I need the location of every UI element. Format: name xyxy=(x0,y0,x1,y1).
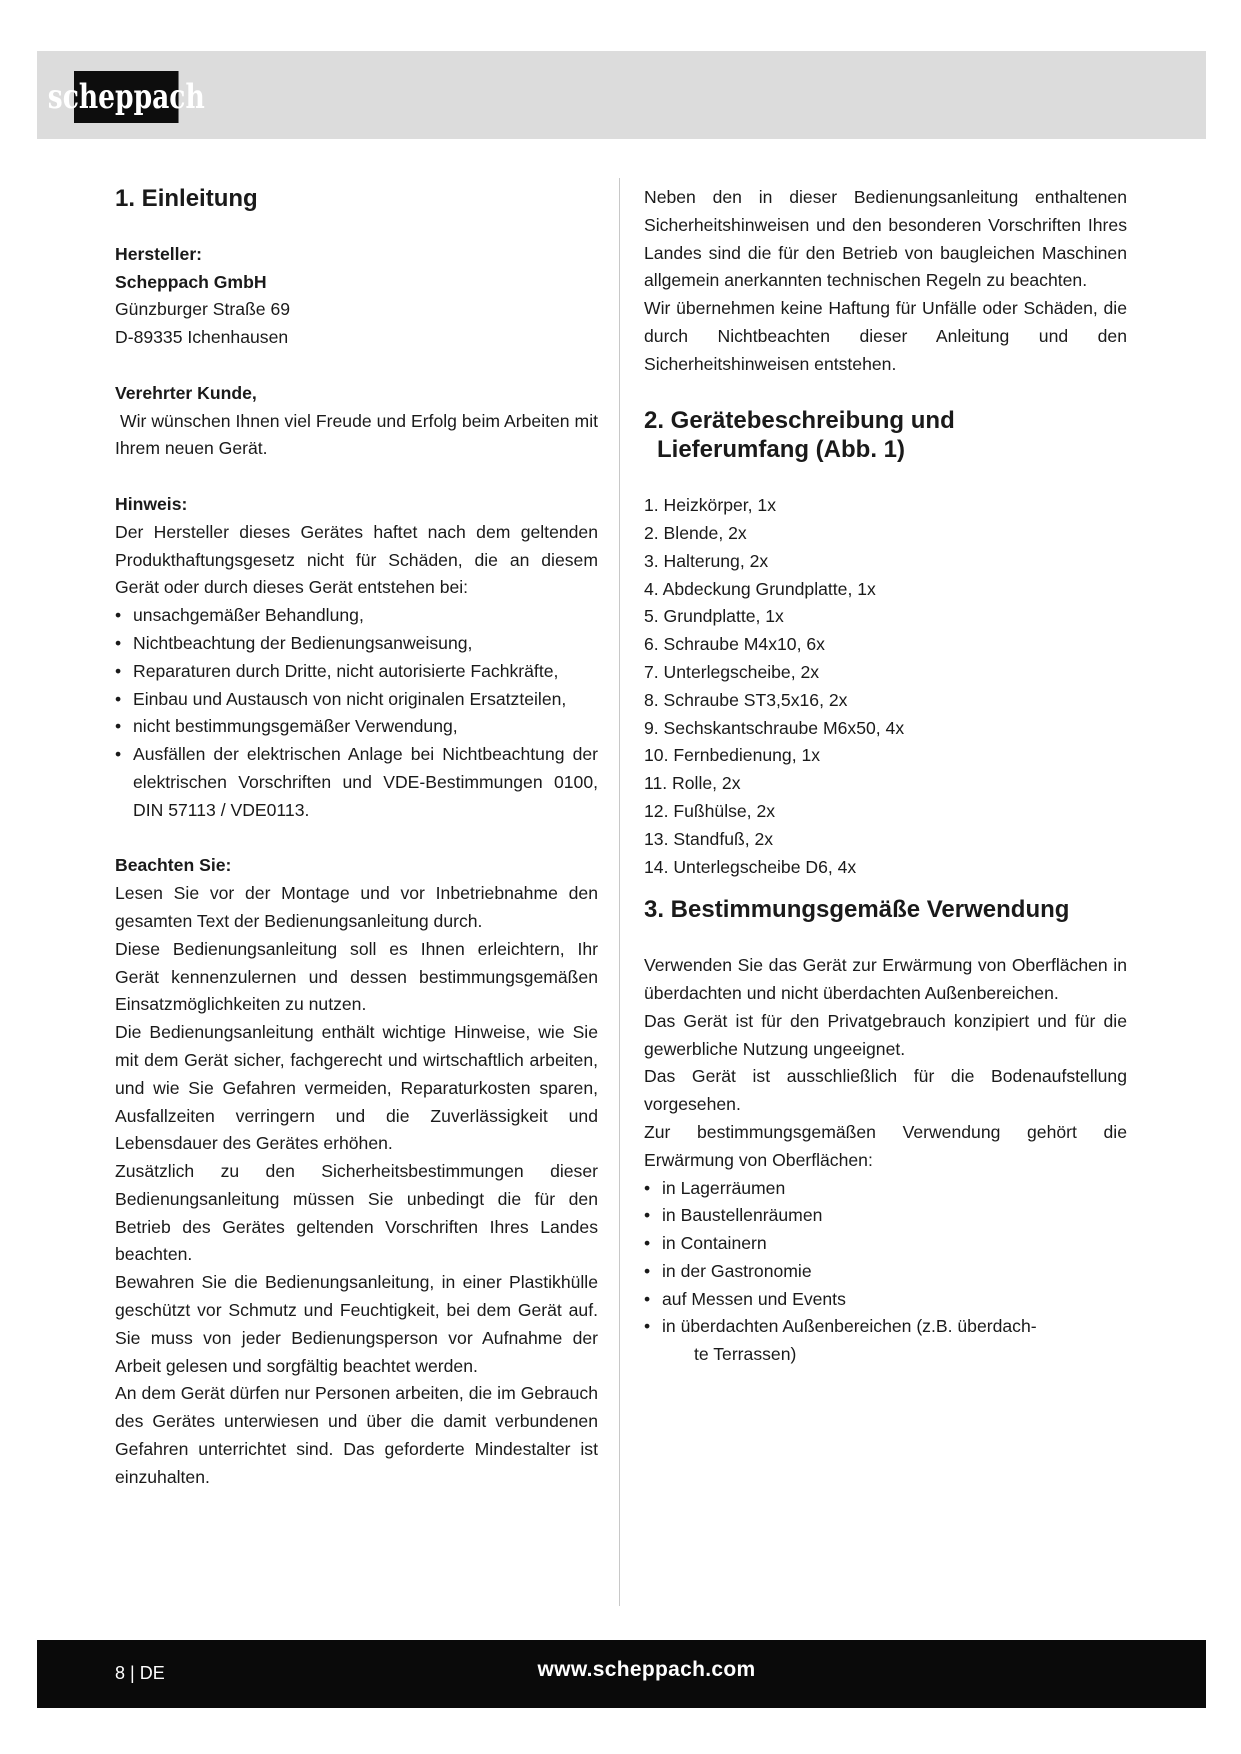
list-item: 6. Schraube M4x10, 6x xyxy=(644,634,825,655)
observe-paragraph: Bewahren Sie die Bedienungsanleitung, in einer Plastikhülle geschützt vor Schmutz und Feuchtigkeit, bei dem Gerät auf. Sie muss von jeder Bedienungsperson vor Aufnahme der Arbeit gelesen und sorgfältig beachtet werden. xyxy=(115,1272,598,1376)
manufacturer-label: Hersteller: xyxy=(115,243,203,264)
section-1-title: 1. Einleitung xyxy=(115,185,258,212)
list-item: • unsachgemäßer Behandlung, xyxy=(115,602,598,630)
parts-list xyxy=(644,492,1127,881)
list-item: 9. Sechskantschraube M6x50, 4x xyxy=(644,717,905,738)
list-item: 5. Grundplatte, 1x xyxy=(644,606,784,627)
use-paragraph: Verwenden Sie das Gerät zur Erwärmung von Oberflächen in überdachten und nicht überdachten Außenbereichen. xyxy=(644,955,1127,1003)
list-item: • Ausfällen der elektrischen Anlage bei Nichtbeachtung der elektrischen Vorschriften und VDE-Bestimmungen 0100, DIN 57113 / VDE0113. xyxy=(115,741,598,824)
company-name: Scheppach GmbH xyxy=(115,271,267,292)
list-item: 12. Fußhülse, 2x xyxy=(644,800,776,821)
observe-paragraph: Diese Bedienungsanleitung soll es Ihnen erleichtern, Ihr Gerät kennenzulernen und dessen bestimmungsgemäßen Einsatzmöglichkeiten zu nutzen. xyxy=(115,938,598,1015)
list-item: • in Baustellenräumen xyxy=(644,1202,1127,1230)
note-label: Hinweis: xyxy=(115,493,188,514)
use-paragraph: Das Gerät ist ausschließlich für die Bodenaufstellung vorgesehen. xyxy=(644,1066,1127,1115)
page-number: 8 | DE xyxy=(115,1663,165,1683)
left-column xyxy=(115,184,603,1492)
dear-customer-text: Wir wünschen Ihnen viel Freude und Erfolg beim Arbeiten mit Ihrem neuen Gerät. xyxy=(115,410,603,459)
use-paragraph: Zur bestimmungsgemäßen Verwendung gehört die Erwärmung von Oberflächen: xyxy=(644,1121,1127,1170)
use-locations-list xyxy=(644,1175,1127,1370)
list-item: 10. Fernbedienung, 1x xyxy=(644,745,821,766)
observe-paragraph: Lesen Sie vor der Montage und vor Inbetriebnahme den gesamten Text der Bedienungsanleitung durch. xyxy=(115,883,598,931)
list-item: • nicht bestimmungsgemäßer Verwendung, xyxy=(115,713,598,741)
scheppach-logo: scheppach xyxy=(74,71,179,123)
list-item: 13. Standfuß, 2x xyxy=(644,828,774,849)
list-item: • Einbau und Austausch von nicht originalen Ersatzteilen, xyxy=(115,686,598,714)
list-item: • Reparaturen durch Dritte, nicht autorisierte Fachkräfte, xyxy=(115,658,598,686)
list-item xyxy=(644,1313,1127,1369)
intro-paragraph: Neben den in dieser Bedienungsanleitung enthaltenen Sicherheitshinweisen und den besonderen Vorschriften Ihres Landes sind die für den Betrieb von baugleichen Maschinen allgemein anerkannten technischen Regeln zu beachten. xyxy=(644,187,1127,291)
observe-label: Beachten Sie: xyxy=(115,855,232,876)
list-item: 1. Heizkörper, 1x xyxy=(644,495,777,516)
section-2-title-line1: 2. Gerätebeschreibung und xyxy=(644,407,955,435)
section-2-title-line2: Lieferumfang (Abb. 1) xyxy=(657,436,906,464)
list-item-line2: te Terrassen) xyxy=(694,1344,797,1365)
list-item: 11. Rolle, 2x xyxy=(644,773,741,794)
list-item: • Nichtbeachtung der Bedienungsanweisung, xyxy=(115,630,598,658)
use-paragraph: Das Gerät ist für den Privatgebrauch konzipiert und für die gewerbliche Nutzung ungeeignet. xyxy=(644,1010,1127,1059)
list-item: 3. Halterung, 2x xyxy=(644,550,769,571)
list-item: • in Lagerräumen xyxy=(644,1175,1127,1203)
list-item: • in der Gastronomie xyxy=(644,1258,1127,1286)
section-2-title xyxy=(644,406,1127,464)
dear-customer-label: Verehrter Kunde, xyxy=(115,382,257,403)
list-item: 8. Schraube ST3,5x16, 2x xyxy=(644,689,848,710)
column-divider xyxy=(619,178,620,1606)
list-item: 7. Unterlegscheibe, 2x xyxy=(644,661,820,682)
liability-list xyxy=(115,602,598,824)
intro-paragraph: Wir übernehmen keine Haftung für Unfälle oder Schäden, die durch Nichtbeachten dieser Anleitung und den Sicherheitshinweisen entstehen. xyxy=(644,298,1127,374)
list-item: • auf Messen und Events xyxy=(644,1286,1127,1314)
section-3-title: 3. Bestimmungsgemäße Verwendung xyxy=(644,896,1070,924)
list-item: 4. Abdeckung Grundplatte, 1x xyxy=(644,578,876,599)
company-city: D-89335 Ichenhausen xyxy=(115,327,289,348)
company-street: Günzburger Straße 69 xyxy=(115,299,291,320)
observe-paragraph: An dem Gerät dürfen nur Personen arbeiten, die im Gebrauch des Gerätes unterwiesen und über die damit verbundenen Gefahren unterrichtet sind. Das geforderte Mindestalter ist einzuhalten. xyxy=(115,1383,598,1487)
right-column xyxy=(644,184,1127,1369)
website-url: www.scheppach.com xyxy=(537,1658,756,1681)
observe-paragraph: Zusätzlich zu den Sicherheitsbestimmungen dieser Bedienungsanleitung müssen Sie unbedingt die für den Betrieb des Gerätes geltenden Vorschriften Ihres Landes beachten. xyxy=(115,1161,598,1265)
list-item: • in Containern xyxy=(644,1230,1127,1258)
list-item: 2. Blende, 2x xyxy=(644,522,747,543)
note-text: Der Hersteller dieses Gerätes haftet nach dem geltenden Produkthaftungsgesetz nicht für Schäden, die an diesem Gerät oder durch dieses Gerät entstehen bei: xyxy=(115,521,598,598)
list-item: 14. Unterlegscheibe D6, 4x xyxy=(644,856,857,877)
list-item-line1: in überdachten Außenbereichen (z.B. überdach- xyxy=(662,1316,1037,1337)
header-band xyxy=(37,51,1206,139)
footer-bar xyxy=(37,1640,1206,1708)
observe-paragraph: Die Bedienungsanleitung enthält wichtige Hinweise, wie Sie mit dem Gerät sicher, fachgerecht und wirtschaftlich arbeiten, und wie Sie Gefahren vermeiden, Reparaturkosten sparen, Ausfallzeiten verringern und die Zuverlässigkeit und Lebensdauer des Gerätes erhöhen. xyxy=(115,1022,598,1154)
